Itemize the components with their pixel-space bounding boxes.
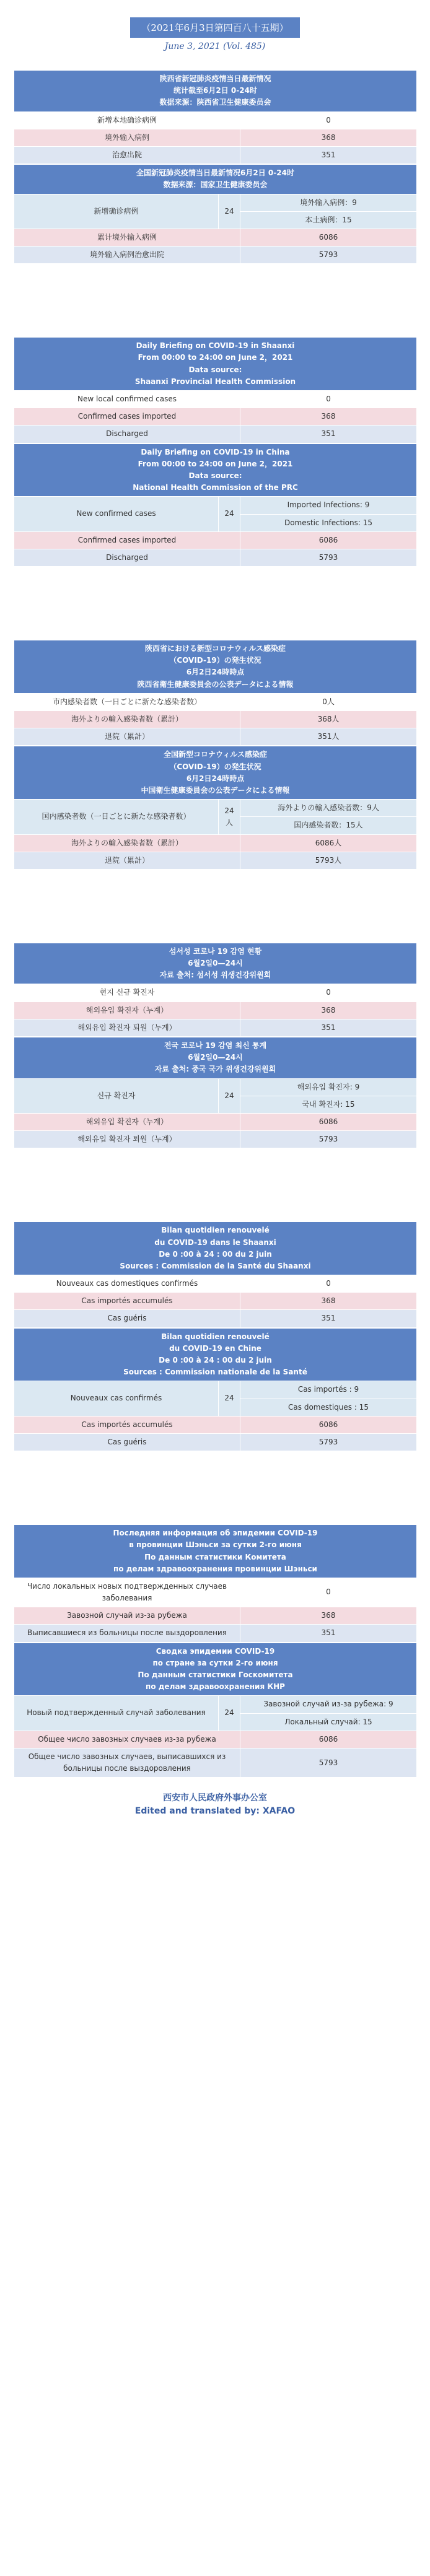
table-row: 累计境外输入病例 6086 (14, 229, 417, 246)
table-row: Общее число завозных случаев из-за рубежа 6086 (14, 1731, 417, 1748)
table-row: Nouveaux cas domestiques confirmés 0 (14, 1275, 417, 1293)
table-row: Новый подтвержденный случай заболевания 24 Завозной случай из-за рубежа: 9 (14, 1696, 417, 1713)
table-row: Cas importés accumulés 368 (14, 1293, 417, 1310)
table-shaanxi-ru (14, 1524, 417, 1643)
table-row: Confirmed cases imported 368 (14, 408, 417, 426)
table-shaanxi-cn (14, 70, 417, 164)
table-row: Cas domestiques : 15 (14, 1399, 417, 1416)
table-header: Сводка эпидемии COVID-19 по стране за сутки 2-го июня По данным статистики Госкомитета по делам здравоохранения КНР (14, 1643, 417, 1696)
issue-title-en: June 3, 2021 (Vol. 485) (164, 41, 266, 51)
table-header: Последняя информация об эпидемии COVID-19 в провинции Шэньси за сутки 2-го июня По данным статистики Комитета по делам здравоохранения провинции Шэньси (14, 1525, 417, 1578)
section-french (14, 1221, 416, 1451)
table-china-fr (14, 1328, 417, 1452)
table-header: Bilan quotidien renouvelé du COVID-19 dans le Shaanxi De 0 :00 à 24 : 00 du 2 juin Sources : Commission de la Santé du Shaanxi (14, 1222, 417, 1275)
table-row: 현지 신규 확진자 0 (14, 984, 417, 1002)
table-row: 本土病例：15 (14, 211, 417, 229)
table-row: 境外输入病例 368 (14, 129, 417, 146)
table-header: Daily Briefing on COVID-19 in Shaanxi From 00:00 to 24:00 on June 2，2021 Data source: Shaanxi Provincial Health Commission (14, 338, 417, 391)
table-row: 退院（累計） 5793人 (14, 852, 417, 869)
table-header: 全国新型コロナウィルス感染症 （COVID-19）の発生状況 6月2日24時時点 中国衛生健康委員会の公表データによる情報 (14, 746, 417, 800)
table-row: Число локальных новых подтвержденных случаев заболевания 0 (14, 1578, 417, 1607)
table-row: 신규 확진자 24 해외유입 확진자: 9 (14, 1078, 417, 1096)
table-header: 全国新冠肺炎疫情当日最新情况6月2日 0-24时 数据来源：国家卫生健康委员会 (14, 165, 417, 194)
table-row: Выписавшиеся из больницы после выздоровления 351 (14, 1625, 417, 1642)
table-row: 海外よりの輸入感染者数（累計） 6086人 (14, 834, 417, 852)
table-header: Bilan quotidien renouvelé du COVID-19 en Chine De 0 :00 à 24 : 00 du 2 juin Sources : Commission nationale de la Santé (14, 1328, 417, 1381)
issue-header (0, 17, 430, 51)
table-row: Cas guéris 351 (14, 1310, 417, 1327)
table-header: 陝西省における新型コロナウィルス感染症 （COVID-19）の発生状況 6月2日24時時点 陝西省衛生健康委員会の公表データによる情報 (14, 640, 417, 694)
section-chinese (14, 70, 416, 264)
table-row: 新增本地确诊病例 0 (14, 111, 417, 129)
footer (0, 1791, 430, 1816)
table-header: Daily Briefing on COVID-19 in China From 00:00 to 24:00 on June 2，2021 Data source: National Health Commission of the PRC (14, 443, 417, 497)
table-china-ja (14, 746, 417, 870)
table-row: 国内感染者数：15人 (14, 817, 417, 834)
table-row: Cas guéris 5793 (14, 1433, 417, 1451)
table-header: 섬서성 코로나 19 감염 현황 6월2일0—24시 자료 출처: 섬서성 위생건강위원회 (14, 943, 417, 984)
table-shaanxi-ja (14, 640, 417, 746)
table-china-ru (14, 1643, 417, 1778)
section-japanese (14, 640, 416, 870)
table-row: 해외유입 확진자（누계） 368 (14, 1002, 417, 1019)
table-shaanxi-en (14, 337, 417, 443)
table-row: 治愈出院 351 (14, 146, 417, 164)
table-row: 해외유입 확진자（누계） 6086 (14, 1113, 417, 1130)
table-china-cn (14, 164, 417, 264)
table-row: Discharged 351 (14, 426, 417, 443)
table-row: Nouveaux cas confirmés 24 Cas importés : 9 (14, 1381, 417, 1399)
table-shaanxi-ko (14, 943, 417, 1037)
table-row: 국내 확진자: 15 (14, 1096, 417, 1113)
table-row: Локальный случай: 15 (14, 1713, 417, 1731)
table-row: 新增确诊病例 24 境外输入病例：9 (14, 194, 417, 211)
table-row: 退院（累計） 351人 (14, 728, 417, 746)
table-header: 陕西省新冠肺炎疫情当日最新情况 统计截至6月2日 0-24时 数据来源：陕西省卫生健康委员会 (14, 71, 417, 112)
section-russian (14, 1524, 416, 1778)
table-row: Завозной случай из-за рубежа 368 (14, 1607, 417, 1625)
table-row: 市内感染者数（一日ごとに新たな感染者数） 0人 (14, 693, 417, 710)
table-row: Domestic Infections: 15 (14, 514, 417, 531)
table-row: New local confirmed cases 0 (14, 391, 417, 408)
table-row: New confirmed cases 24 Imported Infections: 9 (14, 497, 417, 514)
table-row: Discharged 5793 (14, 549, 417, 566)
table-row: Confirmed cases imported 6086 (14, 531, 417, 549)
table-row: Общее число завозных случаев, выписавшихся из больницы после выздоровления 5793 (14, 1748, 417, 1777)
table-row: 해외유입 확진자 퇴원（누계） 351 (14, 1019, 417, 1036)
table-header: 전국 코로나 19 감염 최신 통계 6월2일0—24시 자료 출처: 중국 국가 위생건강위원회 (14, 1037, 417, 1079)
section-english (14, 337, 416, 567)
table-row: Cas importés accumulés 6086 (14, 1416, 417, 1433)
footer-credit-en: Edited and translated by: XAFAO (134, 1806, 296, 1817)
section-korean (14, 943, 416, 1148)
table-china-ko (14, 1037, 417, 1148)
table-shaanxi-fr (14, 1221, 417, 1327)
table-row: 国内感染者数（一日ごとに新たな感染者数） 24人 海外よりの輸入感染者数：9人 (14, 800, 417, 817)
table-row: 海外よりの輸入感染者数（累計） 368人 (14, 711, 417, 728)
footer-office-cn: 西安市人民政府外事办公室 (163, 1793, 267, 1804)
table-row: 境外输入病例治愈出院 5793 (14, 247, 417, 264)
issue-title-cn: （2021年6月3日第四百八十五期） (130, 17, 299, 38)
table-china-en (14, 443, 417, 567)
table-row: 해외유입 확진자 퇴원（누계） 5793 (14, 1131, 417, 1148)
